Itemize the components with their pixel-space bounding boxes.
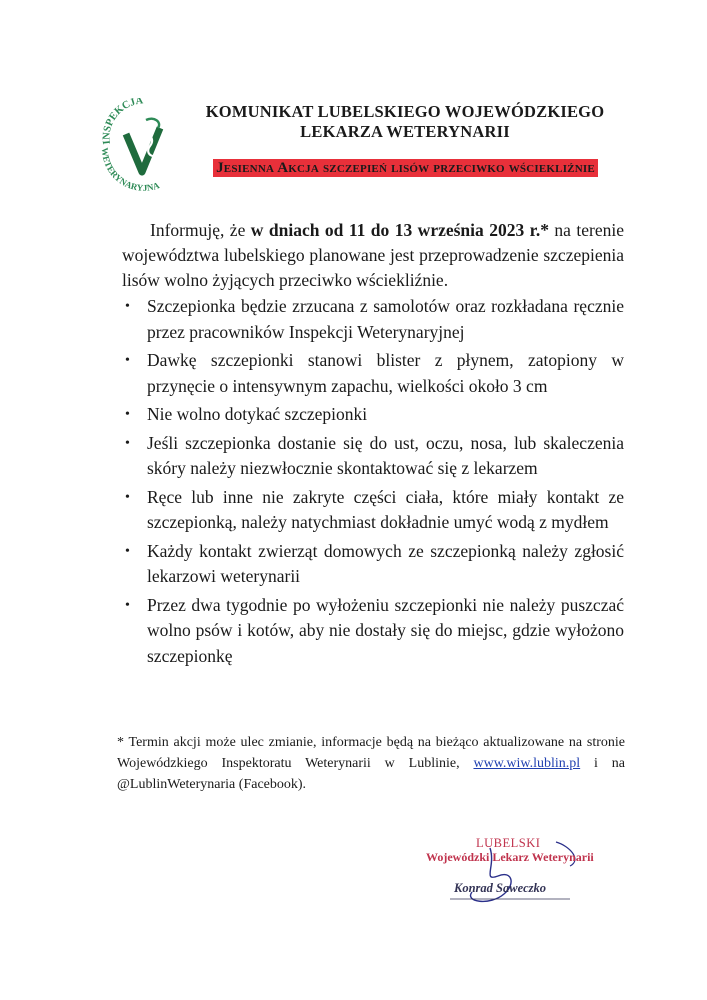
list-item <box>122 539 624 590</box>
stamp-line-1: LUBELSKI <box>476 836 541 850</box>
bullet-icon: • <box>125 435 130 451</box>
footnote-text-2: i na @LublinWeterynaria (Facebook). <box>117 756 625 792</box>
logo-bottom-text: WETERYNARYJNA <box>99 147 161 193</box>
list-item-text: Każdy kontakt zwierząt domowych ze szczepionką należy zgłosić lekarzowi weterynarii <box>147 540 624 586</box>
list-item <box>122 294 624 345</box>
list-item <box>122 593 624 670</box>
svg-text:INSPEKCJA <box>101 98 144 145</box>
bullet-icon: • <box>125 489 130 505</box>
banner-text: Jesienna Akcja szczepień lisów przeciwko wściekliźnie <box>213 159 598 177</box>
logo-top-text: INSPEKCJA <box>101 98 144 145</box>
list-item-text: Ręce lub inne nie zakryte części ciała, które miały kontakt ze szczepionką, należy natychmiast dokładnie umyć wodą z mydłem <box>147 486 624 532</box>
inspection-logo <box>96 98 192 194</box>
footnote <box>117 732 625 795</box>
list-item <box>122 348 624 399</box>
logo-emblem-icon <box>96 98 192 194</box>
intro-paragraph <box>122 218 624 293</box>
official-stamp <box>420 836 620 916</box>
list-item <box>122 431 624 482</box>
bullet-icon: • <box>125 543 130 559</box>
signatory-name: Konrad Saweczko <box>454 881 547 895</box>
intro-text-2: na terenie województwa lubelskiego planowane jest przeprowadzenie szczepienia lisów wolno żyjących przeciwko wściekliźnie. <box>122 220 624 290</box>
bullet-icon: • <box>125 407 130 422</box>
intro-text-1: Informuję, że <box>150 220 251 240</box>
title-line-1: KOMUNIKAT LUBELSKIEGO WOJEWÓDZKIEGO <box>205 102 605 121</box>
title-line-2: LEKARZA WETERYNARII <box>300 122 510 141</box>
list-item-text: Jeśli szczepionka dostanie się do ust, oczu, nosa, lub skaleczenia skóry należy niezwłocznie skontaktować się z lekarzem <box>147 432 624 478</box>
bullet-icon: • <box>125 299 130 314</box>
stamp-line-2: Wojewódzki Lekarz Weterynarii <box>426 850 594 864</box>
instructions-list <box>122 294 624 672</box>
list-item-text: Dawkę szczepionki stanowi blister z płynem, zatopiony w przynęcie o intensywnym zapachu, wielkości około 3 cm <box>147 350 624 396</box>
list-item-text: Nie wolno dotykać szczepionki <box>147 404 368 424</box>
list-item <box>122 402 624 428</box>
bullet-icon: • <box>125 353 130 368</box>
page-title <box>200 102 610 142</box>
list-item <box>122 485 624 536</box>
bullet-icon: • <box>125 597 130 613</box>
website-link[interactable]: www.wiw.lublin.pl <box>473 756 581 771</box>
campaign-banner <box>203 158 608 179</box>
list-item-text: Szczepionka będzie zrzucana z samolotów oraz rozkładana ręcznie przez pracowników Inspekcji Weterynaryjnej <box>147 296 624 342</box>
footnote-text-1: * Termin akcji może ulec zmianie, informacje będą na bieżąco aktualizowane na stronie Wojewódzkiego Inspektoratu Weterynarii w Lublinie, <box>117 735 625 771</box>
list-item-text: Przez dwa tygodnie po wyłożeniu szczepionki nie należy puszczać wolno psów i kotów, aby nie dostały się do miejsc, gdzie wyłożono szczepionkę <box>147 594 624 666</box>
intro-date: w dniach od 11 do 13 września 2023 r.* <box>250 220 549 240</box>
